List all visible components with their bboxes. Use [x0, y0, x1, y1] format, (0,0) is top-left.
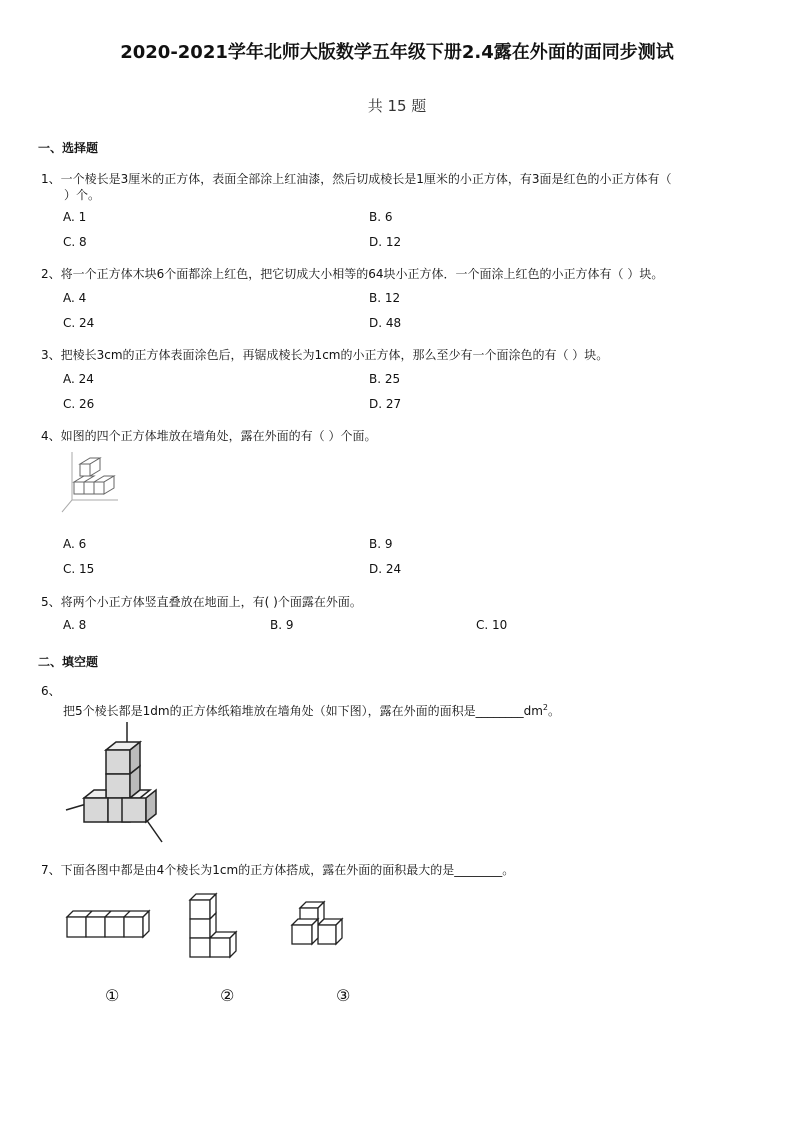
q1-option-c[interactable]: C. 8 [63, 235, 87, 249]
question-7-text: 7、下面各图中都是由4个棱长为1cm的正方体搭成，露在外面的面积最大的是________。 [41, 863, 515, 877]
question-1-line1: 1、一个棱长是3厘米的正方体，表面全部涂上红油漆，然后切成棱长是1厘米的小正方体，有3面是红色的小正方体有（ [41, 172, 672, 186]
q4-option-d[interactable]: D. 24 [369, 562, 402, 576]
q6-five-boxes-figure [62, 722, 167, 846]
q7-figure-1-row [64, 906, 154, 942]
q7-figure-3-corner [288, 898, 344, 954]
q1-option-d[interactable]: D. 12 [369, 235, 402, 249]
section-heading-fill: 二、填空题 [38, 655, 99, 669]
q1-option-b[interactable]: B. 6 [369, 210, 393, 224]
question-4-text: 4、如图的四个正方体堆放在墙角处，露在外面的有（ ）个面。 [41, 429, 377, 443]
question-6-end: 。 [547, 704, 560, 718]
q3-option-c[interactable]: C. 26 [63, 397, 95, 411]
q7-label-3: ③ [336, 986, 351, 1005]
q4-corner-cubes-figure [60, 452, 130, 517]
question-1-line2: ）个。 [64, 188, 101, 202]
question-2-text: 2、将一个正方体木块6个面都涂上红色，把它切成大小相等的64块小正方体．一个面涂上红色的小正方体有（ ）块。 [41, 267, 664, 281]
question-6-text: 把5个棱长都是1dm的正方体纸箱堆放在墙角处（如下图），露在外面的面积是________dm [63, 704, 543, 718]
q5-option-c[interactable]: C. 10 [476, 618, 508, 632]
question-6-number: 6、 [41, 684, 61, 698]
q7-label-1: ① [105, 986, 120, 1005]
q2-option-d[interactable]: D. 48 [369, 316, 402, 330]
q7-label-2: ② [220, 986, 235, 1005]
q2-option-c[interactable]: C. 24 [63, 316, 95, 330]
q3-option-b[interactable]: B. 25 [369, 372, 401, 386]
q3-option-a[interactable]: A. 24 [63, 372, 94, 386]
q4-option-c[interactable]: C. 15 [63, 562, 95, 576]
page-title: 2020-2021学年北师大版数学五年级下册2.4露在外面的面同步测试 [120, 42, 674, 63]
question-count: 共 15 题 [367, 97, 427, 115]
q1-option-a[interactable]: A. 1 [63, 210, 87, 224]
question-3-text: 3、把棱长3cm的正方体表面涂色后，再锯成棱长为1cm的小正方体，那么至少有一个面涂色的有（ ）块。 [41, 348, 609, 362]
section-heading-choice: 一、选择题 [38, 141, 99, 155]
q5-option-a[interactable]: A. 8 [63, 618, 87, 632]
q2-option-b[interactable]: B. 12 [369, 291, 401, 305]
q4-option-a[interactable]: A. 6 [63, 537, 87, 551]
q5-option-b[interactable]: B. 9 [270, 618, 294, 632]
question-6-superscript: 2 [542, 703, 548, 712]
q3-option-d[interactable]: D. 27 [369, 397, 402, 411]
q4-option-b[interactable]: B. 9 [369, 537, 393, 551]
q7-figure-2-l-shape [186, 890, 240, 960]
q2-option-a[interactable]: A. 4 [63, 291, 87, 305]
question-6-text-wrap [63, 699, 560, 720]
question-5-text: 5、将两个小正方体竖直叠放在地面上，有( )个面露在外面。 [41, 595, 362, 609]
